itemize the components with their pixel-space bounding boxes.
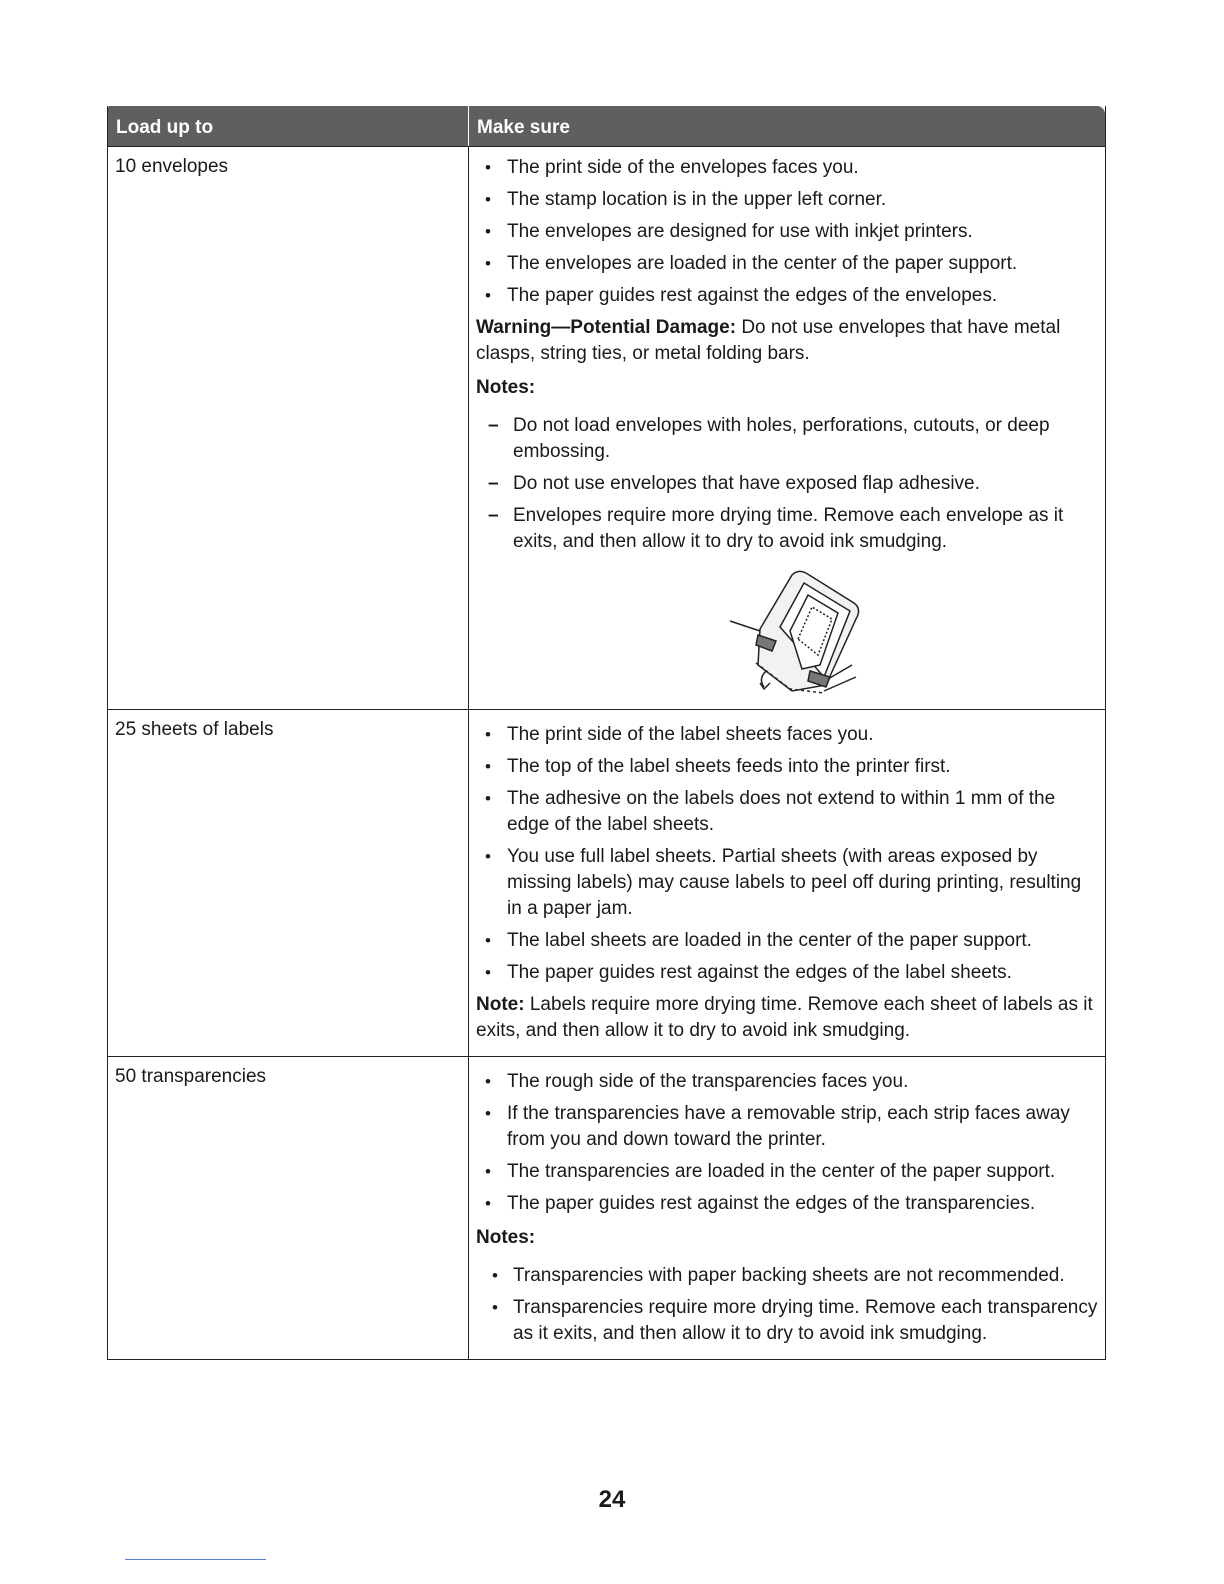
- load-amount: 10 envelopes: [108, 147, 469, 709]
- checklist: [476, 155, 1099, 309]
- paper-loading-table: [107, 106, 1106, 1360]
- notes-heading: Notes:: [476, 1227, 536, 1248]
- list-item: • The rough side of the transparencies faces you.: [476, 1069, 1099, 1095]
- envelope-loading-illustration: [720, 569, 860, 701]
- page-number: 24: [598, 1486, 626, 1513]
- footer-rule: [125, 1559, 266, 1560]
- header-load-up-to: Load up to: [108, 106, 469, 146]
- list-item: • The transparencies are loaded in the center of the paper support.: [476, 1159, 1099, 1185]
- load-amount: 50 transparencies: [108, 1057, 469, 1359]
- warning-text: Do not use envelopes that have metal clasps, string ties, or metal folding bars.: [476, 317, 1061, 364]
- note-item: • Transparencies with paper backing sheets are not recommended.: [476, 1263, 1099, 1289]
- checklist: [476, 722, 1099, 986]
- list-item: • The print side of the envelopes faces you.: [476, 155, 1099, 181]
- note-paragraph: [476, 992, 1099, 1044]
- checklist: [476, 1069, 1099, 1217]
- table-header: [108, 106, 1105, 146]
- header-make-sure: Make sure: [477, 117, 570, 138]
- note-label: Note:: [476, 994, 525, 1015]
- list-item: • You use full label sheets. Partial sheets (with areas exposed by missing labels) may cause labels to peel off during printing, resulting in a paper jam.: [476, 844, 1099, 922]
- list-item: • The paper guides rest against the edges of the label sheets.: [476, 960, 1099, 986]
- make-sure-cell: [469, 710, 1105, 1056]
- list-item: • The paper guides rest against the edges of the envelopes.: [476, 283, 1099, 309]
- notes-list: [476, 413, 1099, 555]
- list-item: • The label sheets are loaded in the center of the paper support.: [476, 928, 1099, 954]
- list-item: • The paper guides rest against the edges of the transparencies.: [476, 1191, 1099, 1217]
- list-item: • The print side of the label sheets faces you.: [476, 722, 1099, 748]
- list-item: • The top of the label sheets feeds into the printer first.: [476, 754, 1099, 780]
- list-item: • The envelopes are designed for use with inkjet printers.: [476, 219, 1099, 245]
- table-row-transparencies: [108, 1056, 1105, 1359]
- notes-heading: Notes:: [476, 377, 536, 398]
- make-sure-cell: [469, 1057, 1105, 1359]
- note-item: • Transparencies require more drying time. Remove each transparency as it exits, and then allow it to dry to avoid ink smudging.: [476, 1295, 1099, 1347]
- notes-list: [476, 1263, 1099, 1347]
- list-item: • The envelopes are loaded in the center of the paper support.: [476, 251, 1099, 277]
- note-item: – Do not use envelopes that have exposed flap adhesive.: [476, 471, 1099, 497]
- table-row-envelopes: [108, 146, 1105, 709]
- note-item: – Envelopes require more drying time. Remove each envelope as it exits, and then allow it to dry to avoid ink smudging.: [476, 503, 1099, 555]
- load-amount: 25 sheets of labels: [108, 710, 469, 1056]
- note-text: Labels require more drying time. Remove each sheet of labels as it exits, and then allow it to dry to avoid ink smudging.: [476, 994, 1093, 1041]
- list-item: • If the transparencies have a removable strip, each strip faces away from you and down toward the printer.: [476, 1101, 1099, 1153]
- list-item: • The adhesive on the labels does not extend to within 1 mm of the edge of the label sheets.: [476, 786, 1099, 838]
- note-item: – Do not load envelopes with holes, perforations, cutouts, or deep embossing.: [476, 413, 1099, 465]
- list-item: • The stamp location is in the upper left corner.: [476, 187, 1099, 213]
- make-sure-cell: [469, 147, 1105, 709]
- table-row-labels: [108, 709, 1105, 1056]
- warning-paragraph: [476, 315, 1099, 367]
- warning-label: Warning—Potential Damage:: [476, 317, 737, 338]
